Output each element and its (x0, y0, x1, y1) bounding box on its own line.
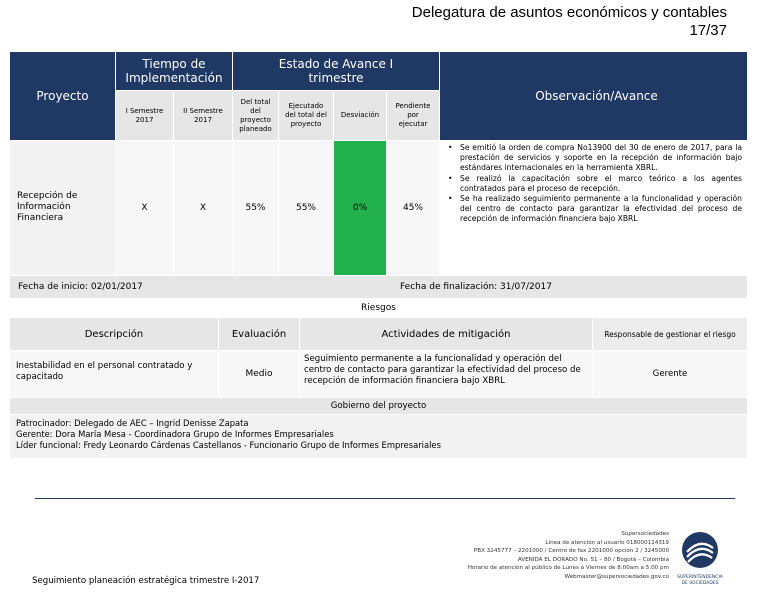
row-ejecutado: 55% (279, 141, 333, 275)
row-proyecto (10, 141, 115, 275)
riesgo-descripcion: Inestabilidad en el personal contratado y capacitado (10, 351, 218, 397)
row-pendiente: 45% (387, 141, 439, 275)
gobierno-lider: Líder funcional: Fredy Leonardo Cárdenas Castellanos - Funcionario Grupo de Informes Empresariales (16, 440, 441, 450)
footer-left-text: Seguimiento planeación estratégica trimestre I-2017 (32, 576, 260, 586)
fecha-fin: Fecha de finalización: 31/07/2017 (400, 282, 552, 292)
riesgo-evaluacion: Medio (219, 351, 299, 397)
page-number: 17/37 (689, 22, 727, 39)
logo-icon (677, 530, 723, 570)
row-observacion (446, 143, 742, 273)
footer-contact (468, 530, 669, 582)
riesgos-header-descripcion: Descripción (10, 318, 218, 350)
riesgos-title: Riesgos (361, 302, 396, 313)
logo-text: SUPERINTENDENCIA DE SOCIEDADES (677, 575, 723, 586)
subheader-planeado: Del total del proyecto planeado (233, 91, 278, 140)
row-sem1: X (116, 141, 173, 275)
fecha-inicio: Fecha de inicio: 02/01/2017 (18, 282, 143, 292)
subheader-desviacion: Desviación (334, 91, 386, 140)
riesgo-responsable: Gerente (593, 351, 747, 397)
contact-line: PBX 3245777 – 2201000 / Centro de fax 2201000 opción 2 / 3245000 (473, 548, 669, 555)
header-proyecto: Proyecto (10, 52, 115, 140)
gobierno-title: Gobierno del proyecto (10, 398, 747, 414)
riesgos-header-mitigacion: Actividades de mitigación (300, 318, 592, 350)
obs-item: • Se ha realizado seguimiento permanente a la funcionalidad y operación del centro de contacto para garantizar la efectividad del proceso de recepción de información financiera bajo XBRL (446, 194, 742, 225)
header-tiempo: Tiempo de Implementación (116, 52, 232, 90)
subheader-sem2: II Semestre 2017 (174, 91, 232, 140)
row-proyecto-text: Recepción de Información Financiera (17, 191, 78, 223)
row-sem2: X (174, 141, 232, 275)
contact-line: Webmaster@supersociedades.gov.co (564, 573, 669, 580)
footer-divider (35, 498, 735, 499)
contact-line: AVENIDA EL DORADO No. 51 – 80 / Bogotá – Colombia (517, 556, 669, 563)
obs-item: • Se realizó la capacitación sobre el marco teórico a los agentes contratados para el proceso de recepción. (446, 174, 742, 194)
header-estado: Estado de Avance I trimestre (233, 52, 439, 90)
subheader-sem1: I Semestre 2017 (116, 91, 173, 140)
gobierno-patrocinador: Patrocinador: Delegado de AEC – Ingrid Denisse Zapata (16, 418, 249, 428)
riesgos-header-responsable: Responsable de gestionar el riesgo (593, 318, 747, 350)
contact-line: Línea de atención al usuario 018000114319 (545, 539, 669, 546)
page-title: Delegatura de asuntos económicos y contables (411, 4, 727, 21)
riesgo-mitigacion: Seguimiento permanente a la funcionalidad y operación del centro de contacto para garantizar la efectividad del proceso de recepción de información financiera bajo XBRL (300, 351, 592, 397)
page-header (412, 4, 727, 40)
contact-line: Horario de atención al público de Lunes a Viernes de 8:00am a 5:00 pm (467, 565, 669, 572)
row-desviacion: 0% (334, 141, 386, 275)
dates-row (10, 276, 747, 298)
gobierno-gerente: Gerente: Dora María Mesa - Coordinadora Grupo de Informes Empresariales (16, 429, 334, 439)
gobierno-body (10, 415, 747, 458)
obs-item: • Se emitió la orden de compra No13900 del 30 de enero de 2017, para la prestación de servicios y soporte en la recepción de información bajo estándares internacionales en la herramienta XBRL. (446, 143, 742, 174)
contact-line: Supersociedades (621, 531, 669, 537)
header-observacion: Observación/Avance (440, 52, 747, 140)
row-planeado: 55% (233, 141, 278, 275)
riesgos-header-evaluacion: Evaluación (219, 318, 299, 350)
supersociedades-logo (677, 530, 723, 590)
subheader-ejecutado: Ejecutado del total del proyecto (279, 91, 333, 140)
subheader-pendiente: Pendiente por ejecutar (387, 91, 439, 140)
